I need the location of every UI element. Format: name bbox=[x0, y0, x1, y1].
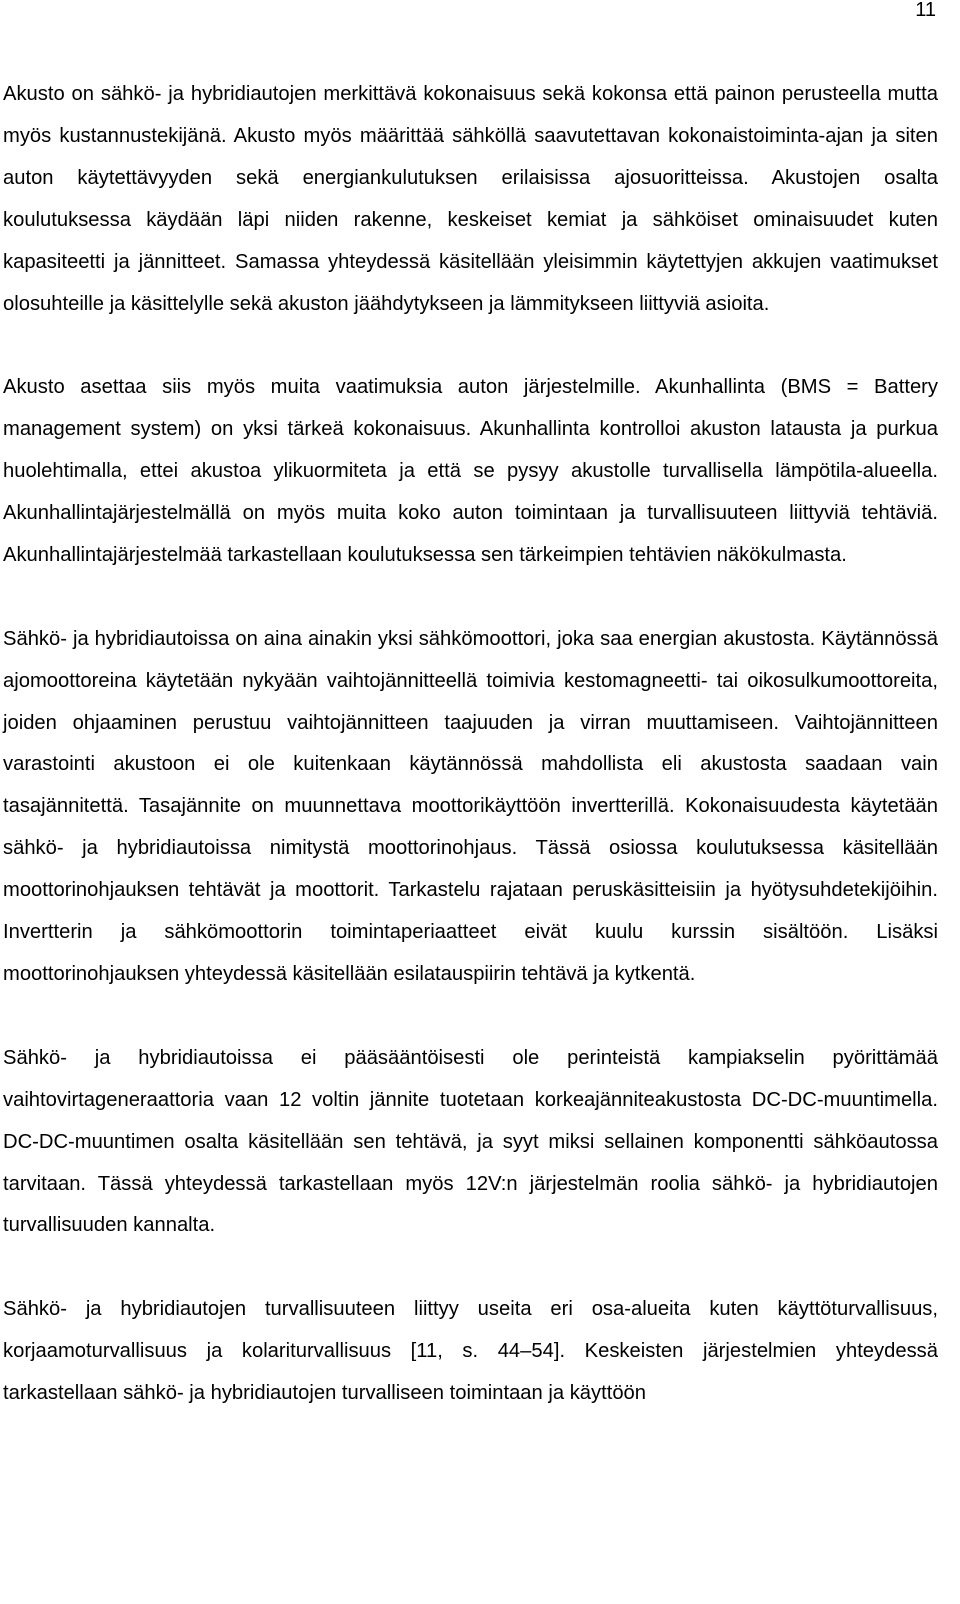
paragraph-battery: Akusto on sähkö- ja hybridiautojen merkittävä kokonaisuus sekä kokonsa että painon perusteella mutta myös kustannustekijänä. Akusto myös määrittää sähköllä saavutettavan kokonaistoiminta-ajan ja siten auton käytettävyyden sekä energiankulutuksen erilaisissa ajosuoritteissa. Akustojen osalta koulutuksessa käydään läpi niiden rakenne, keskeiset kemiat ja sähköiset ominaisuudet kuten kapasiteetti ja jännitteet. Samassa yhteydessä käsitellään yleisimmin käytettyjen akkujen vaatimukset olosuhteille ja käsittelylle sekä akuston jäähdytykseen ja lämmitykseen liittyviä asioita. bbox=[3, 83, 938, 315]
paragraph-safety: Sähkö- ja hybridiautojen turvallisuuteen liittyy useita eri osa-alueita kuten käyttöturvallisuus, korjaamoturvallisuus ja kolariturvallisuus [11, s. 44–54]. Keskeisten järjestelmien yhteydessä tarkastellaan sähkö- ja hybridiautojen turvalliseen toimintaan ja käyttöön bbox=[3, 1298, 938, 1405]
paragraph-dc-dc: Sähkö- ja hybridiautoissa ei pääsääntöisesti ole perinteistä kampiakselin pyörittämää vaihtovirtageneraattoria vaan 12 voltin jännite tuotetaan korkeajänniteakustosta DC-DC-muuntimella. DC-DC-muuntimen osalta käsitellään sen tehtävä, ja syyt miksi sellainen komponentti sähköautossa tarvitaan. Tässä yhteydessä tarkastellaan myös 12V:n järjestelmän roolia sähkö- ja hybridiautojen turvallisuuden kannalta. bbox=[3, 1046, 938, 1237]
paragraph-motor-control: Sähkö- ja hybridiautoissa on aina ainakin yksi sähkömoottori, joka saa energian akustosta. Käytännössä ajomoottoreina käytetään nykyään vaihtojännitteellä toimivia kestomagneetti- tai oikosulkumoottoreita, joiden ohjaaminen perustuu vaihtojännitteen taajuuden ja virran muuttamiseen. Vaihtojännitteen varastointi akustoon ei ole kuitenkaan käytännössä mahdollista eli akustosta saadaan vain tasajännitettä. Tasajännite on muunnettava moottorikäyttöön invertterillä. Kokonaisuudesta käytetään sähkö- ja hybridiautoissa nimitystä moottorinohjaus. Tässä osiossa koulutuksessa käsitellään moottorinohjauksen tehtävät ja moottorit. Tarkastelu rajataan peruskäsitteisiin ja hyötysuhdetekijöihin. Invertterin ja sähkömoottorin toimintaperiaatteet eivät kuulu kurssin sisältöön. Lisäksi moottorinohjauksen yhteydessä käsitellään esilatauspiirin tehtävä ja kytkentä. bbox=[3, 627, 938, 985]
page-number: 11 bbox=[915, 0, 936, 21]
body-text bbox=[3, 74, 938, 1415]
paragraph-bms: Akusto asettaa siis myös muita vaatimuksia auton järjestelmille. Akunhallinta (BMS = Battery management system) on yksi tärkeä kokonaisuus. Akunhallinta kontrolloi akuston latausta ja purkua huolehtimalla, ettei akustoa ylikuormiteta ja että se pysyy akustolle turvallisella lämpötila-alueella. Akunhallintajärjestelmällä on myös muita koko auton toimintaan ja turvallisuuteen liittyviä tehtäviä. Akunhallintajärjestelmää tarkastellaan koulutuksessa sen tärkeimpien tehtävien näkökulmasta. bbox=[3, 376, 938, 566]
